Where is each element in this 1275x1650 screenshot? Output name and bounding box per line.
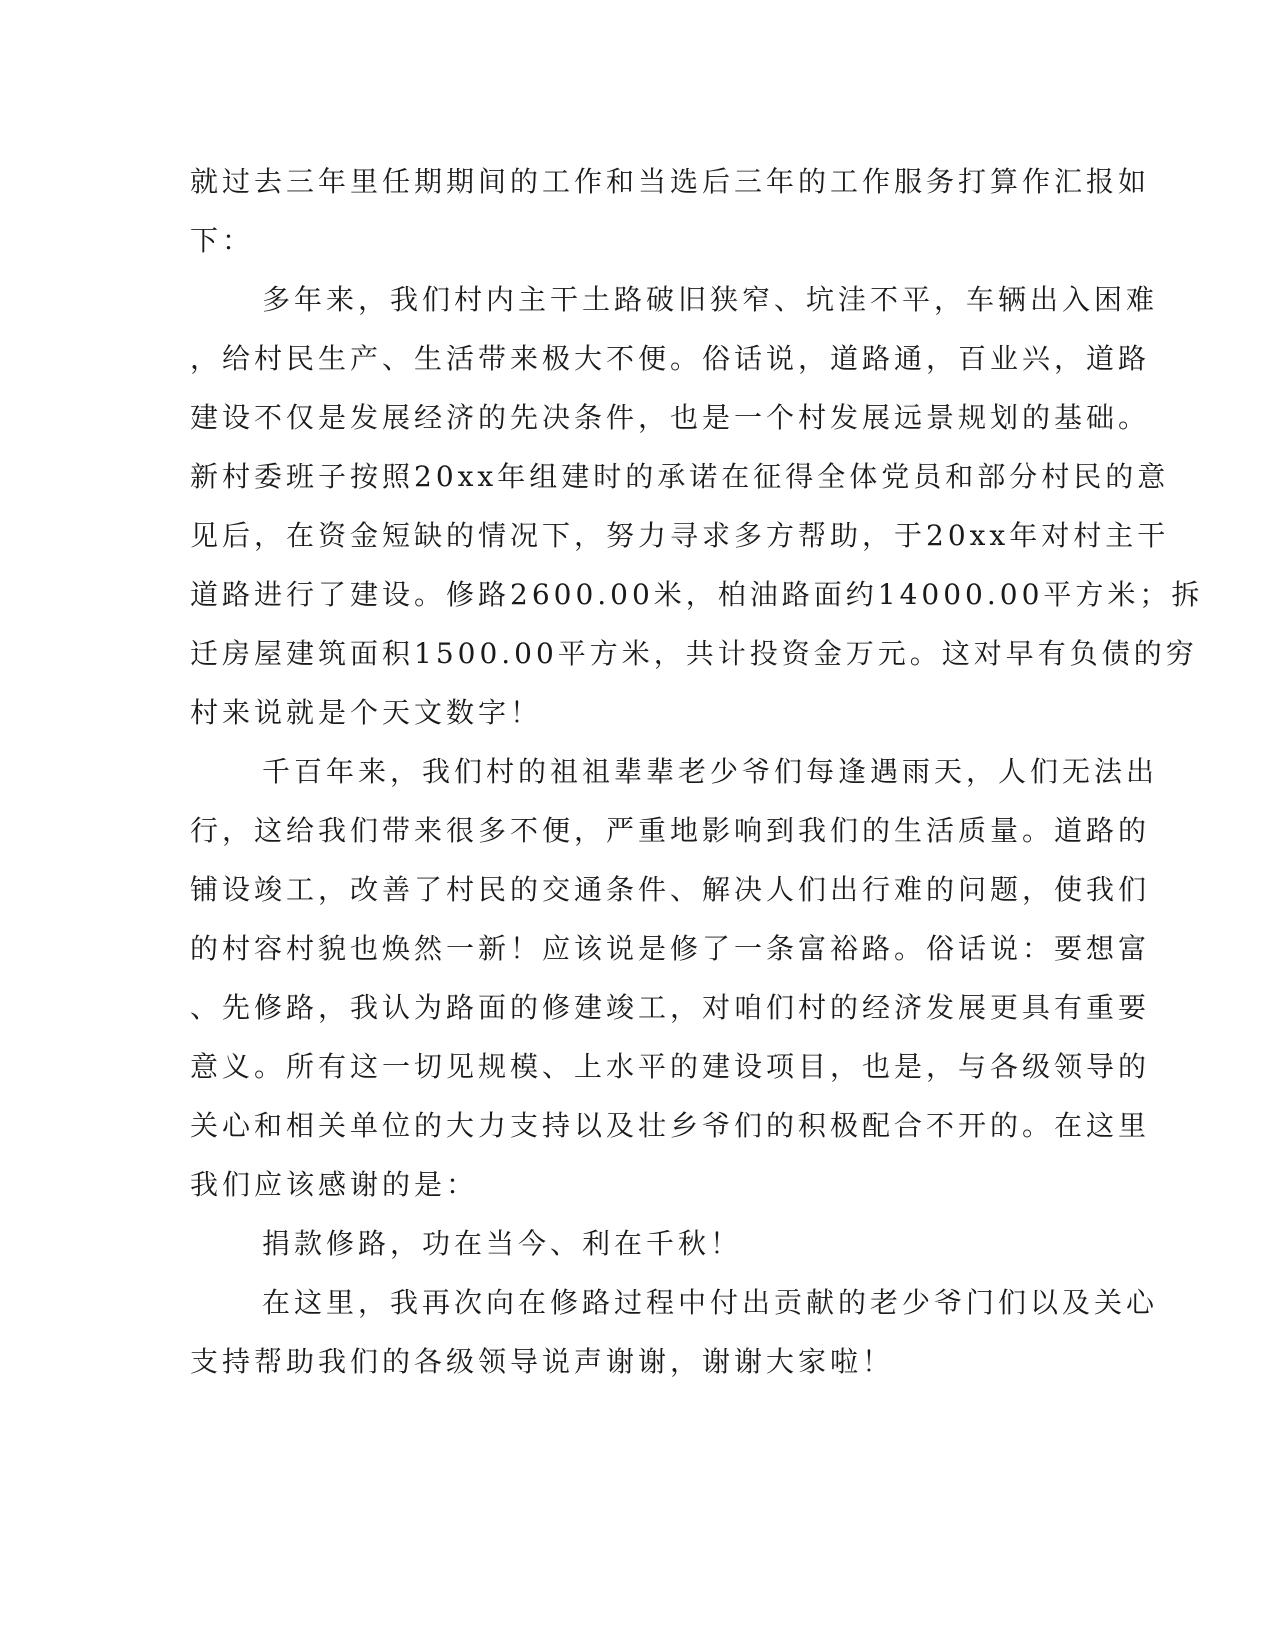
text-line: ，给村民生产、生活带来极大不便。俗话说，道路通，百业兴，道路 (190, 342, 1151, 375)
text-line: 支持帮助我们的各级领导说声谢谢，谢谢大家啦！ (190, 1345, 895, 1378)
text-line: 行，这给我们带来很多不便，严重地影响到我们的生活质量。道路的 (190, 814, 1151, 847)
text-line: 就过去三年里任期期间的工作和当选后三年的工作服务打算作汇报如 (190, 165, 1151, 198)
text-line: 建设不仅是发展经济的先决条件，也是一个村发展远景规划的基础。 (190, 401, 1151, 434)
text-line: 新村委班子按照20xx年组建时的承诺在征得全体党员和部分村民的意 (190, 460, 1170, 493)
paragraph-start-line: 千百年来，我们村的祖祖辈辈老少爷们每逢遇雨天，人们无法出 (262, 755, 1159, 788)
text-line: 见后，在资金短缺的情况下，努力寻求多方帮助，于20xx年对村主干 (190, 519, 1170, 552)
paragraph-start-line: 在这里，我再次向在修路过程中付出贡献的老少爷门们以及关心 (262, 1286, 1159, 1319)
text-line: 关心和相关单位的大力支持以及壮乡爷们的积极配合不开的。在这里 (190, 1109, 1151, 1142)
text-line: 道路进行了建设。修路2600.00米，柏油路面约14000.00平方米；拆 (190, 578, 1204, 611)
text-line: 铺设竣工，改善了村民的交通条件、解决人们出行难的问题，使我们 (190, 873, 1151, 906)
text-line: 的村容村貌也焕然一新！应该说是修了一条富裕路。俗话说：要想富 (190, 932, 1151, 965)
text-line: 、先修路，我认为路面的修建竣工，对咱们村的经济发展更具有重要 (190, 991, 1151, 1024)
text-line: 下： (190, 224, 255, 257)
text-line: 迁房屋建筑面积1500.00平方米，共计投资金万元。这对早有负债的穷 (190, 637, 1198, 670)
text-line: 意义。所有这一切见规模、上水平的建设项目，也是，与各级领导的 (190, 1050, 1151, 1083)
text-line: 村来说就是个天文数字！ (190, 696, 543, 729)
paragraph-start-line: 捐款修路，功在当今、利在千秋！ (262, 1227, 743, 1260)
paragraph-start-line: 多年来，我们村内主干土路破旧狭窄、坑洼不平，车辆出入困难 (262, 283, 1159, 316)
text-line: 我们应该感谢的是： (190, 1168, 479, 1201)
